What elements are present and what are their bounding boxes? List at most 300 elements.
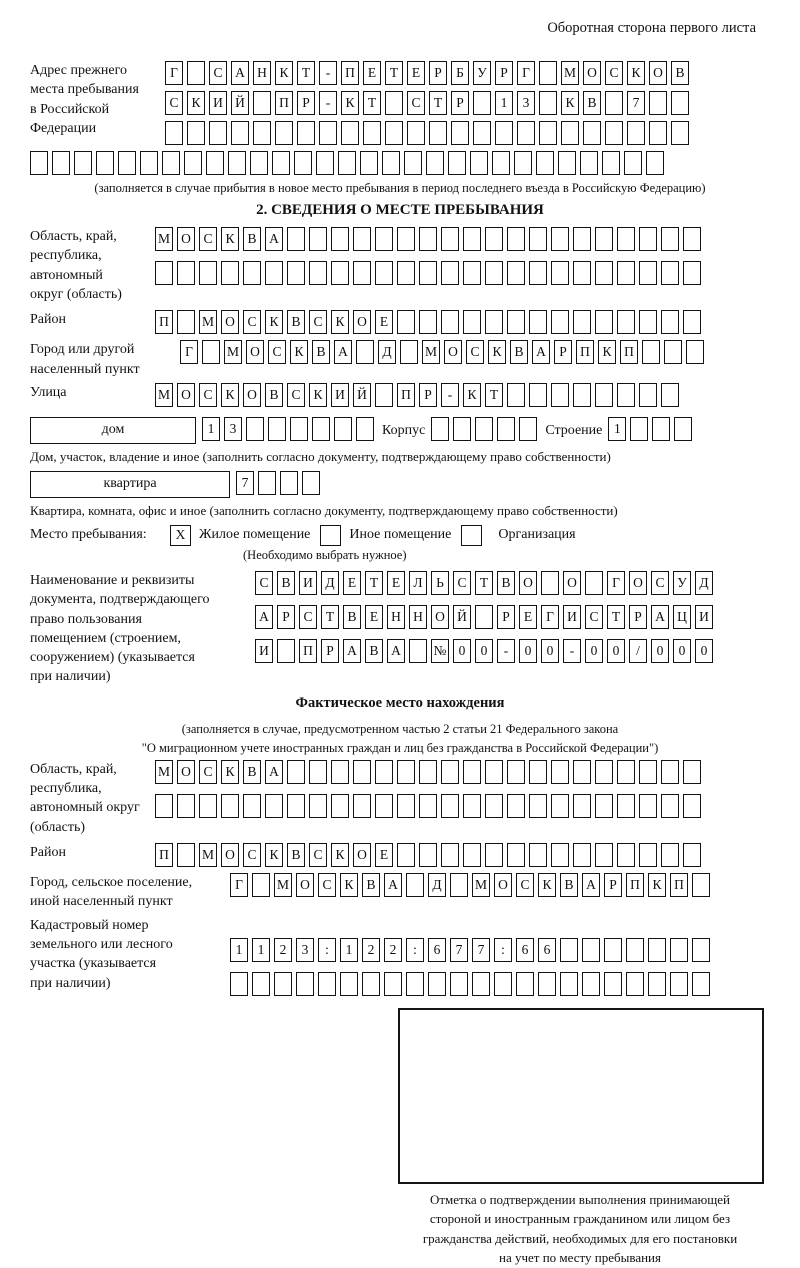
char-cell[interactable] bbox=[309, 227, 327, 251]
char-cell[interactable]: Й bbox=[453, 605, 471, 629]
char-cell[interactable] bbox=[514, 151, 532, 175]
char-cell[interactable] bbox=[385, 91, 403, 115]
char-cell[interactable] bbox=[272, 151, 290, 175]
char-cell[interactable]: Т bbox=[321, 605, 339, 629]
char-cell[interactable] bbox=[507, 383, 525, 407]
char-cell[interactable]: : bbox=[318, 938, 336, 962]
char-cell[interactable] bbox=[595, 760, 613, 784]
char-cell[interactable] bbox=[604, 972, 622, 996]
char-cell[interactable] bbox=[661, 383, 679, 407]
char-cell[interactable] bbox=[246, 417, 264, 441]
char-cell[interactable] bbox=[671, 91, 689, 115]
char-cell[interactable]: 6 bbox=[428, 938, 446, 962]
char-cell[interactable]: С bbox=[199, 227, 217, 251]
char-cell[interactable] bbox=[507, 227, 525, 251]
char-cell[interactable] bbox=[639, 383, 657, 407]
char-cell[interactable]: М bbox=[472, 873, 490, 897]
char-cell[interactable] bbox=[582, 938, 600, 962]
char-cell[interactable] bbox=[583, 121, 601, 145]
char-cell[interactable]: А bbox=[334, 340, 352, 364]
char-cell[interactable] bbox=[539, 121, 557, 145]
char-cell[interactable]: 3 bbox=[296, 938, 314, 962]
char-cell[interactable] bbox=[683, 843, 701, 867]
char-cell[interactable] bbox=[671, 121, 689, 145]
char-cell[interactable] bbox=[639, 261, 657, 285]
char-cell[interactable]: К bbox=[341, 91, 359, 115]
char-cell[interactable] bbox=[252, 972, 270, 996]
char-cell[interactable]: С bbox=[199, 383, 217, 407]
char-cell[interactable]: А bbox=[387, 639, 405, 663]
char-cell[interactable]: К bbox=[488, 340, 506, 364]
char-cell[interactable] bbox=[652, 417, 670, 441]
char-cell[interactable] bbox=[353, 760, 371, 784]
char-cell[interactable]: О bbox=[494, 873, 512, 897]
char-cell[interactable]: С bbox=[255, 571, 273, 595]
stay-type-checkbox-residential[interactable]: X bbox=[170, 525, 191, 546]
char-cell[interactable] bbox=[297, 121, 315, 145]
char-cell[interactable] bbox=[353, 261, 371, 285]
char-cell[interactable] bbox=[639, 843, 657, 867]
char-cell[interactable]: К bbox=[265, 310, 283, 334]
char-cell[interactable] bbox=[485, 261, 503, 285]
char-cell[interactable] bbox=[140, 151, 158, 175]
char-cell[interactable] bbox=[529, 227, 547, 251]
char-cell[interactable]: С bbox=[268, 340, 286, 364]
char-cell[interactable] bbox=[683, 794, 701, 818]
char-cell[interactable] bbox=[318, 972, 336, 996]
char-cell[interactable] bbox=[573, 227, 591, 251]
char-cell[interactable]: 7 bbox=[236, 471, 254, 495]
char-cell[interactable] bbox=[649, 91, 667, 115]
char-cell[interactable] bbox=[539, 61, 557, 85]
char-cell[interactable]: К bbox=[463, 383, 481, 407]
char-cell[interactable] bbox=[74, 151, 92, 175]
char-cell[interactable] bbox=[539, 91, 557, 115]
char-cell[interactable] bbox=[409, 639, 427, 663]
char-cell[interactable] bbox=[686, 340, 704, 364]
char-cell[interactable] bbox=[538, 972, 556, 996]
char-cell[interactable] bbox=[473, 121, 491, 145]
char-cell[interactable]: : bbox=[494, 938, 512, 962]
char-cell[interactable]: 1 bbox=[495, 91, 513, 115]
char-cell[interactable] bbox=[177, 261, 195, 285]
char-cell[interactable] bbox=[375, 760, 393, 784]
char-cell[interactable]: 0 bbox=[475, 639, 493, 663]
char-cell[interactable]: Е bbox=[363, 61, 381, 85]
char-cell[interactable] bbox=[221, 794, 239, 818]
char-cell[interactable]: П bbox=[626, 873, 644, 897]
char-cell[interactable]: 3 bbox=[517, 91, 535, 115]
char-cell[interactable] bbox=[595, 227, 613, 251]
char-cell[interactable] bbox=[639, 794, 657, 818]
char-cell[interactable] bbox=[485, 227, 503, 251]
char-cell[interactable] bbox=[441, 310, 459, 334]
char-cell[interactable]: А bbox=[343, 639, 361, 663]
char-cell[interactable] bbox=[419, 227, 437, 251]
char-cell[interactable]: С bbox=[299, 605, 317, 629]
char-cell[interactable]: Р bbox=[554, 340, 572, 364]
char-cell[interactable]: С bbox=[605, 61, 623, 85]
char-cell[interactable] bbox=[450, 972, 468, 996]
char-cell[interactable]: В bbox=[671, 61, 689, 85]
char-cell[interactable]: Р bbox=[629, 605, 647, 629]
char-cell[interactable]: Й bbox=[231, 91, 249, 115]
char-cell[interactable]: Ц bbox=[673, 605, 691, 629]
char-cell[interactable] bbox=[341, 121, 359, 145]
char-cell[interactable] bbox=[604, 938, 622, 962]
char-cell[interactable] bbox=[309, 760, 327, 784]
char-cell[interactable] bbox=[674, 417, 692, 441]
char-cell[interactable] bbox=[573, 794, 591, 818]
char-cell[interactable]: К bbox=[290, 340, 308, 364]
char-cell[interactable] bbox=[230, 972, 248, 996]
char-cell[interactable]: А bbox=[231, 61, 249, 85]
char-cell[interactable] bbox=[573, 310, 591, 334]
char-cell[interactable] bbox=[561, 121, 579, 145]
char-cell[interactable]: О bbox=[296, 873, 314, 897]
char-cell[interactable]: Е bbox=[519, 605, 537, 629]
char-cell[interactable]: 0 bbox=[695, 639, 713, 663]
char-cell[interactable] bbox=[683, 310, 701, 334]
char-cell[interactable] bbox=[340, 972, 358, 996]
char-cell[interactable] bbox=[670, 972, 688, 996]
char-cell[interactable]: С bbox=[585, 605, 603, 629]
char-cell[interactable]: Е bbox=[375, 843, 393, 867]
char-cell[interactable]: 2 bbox=[274, 938, 292, 962]
char-cell[interactable]: Н bbox=[409, 605, 427, 629]
char-cell[interactable] bbox=[406, 972, 424, 996]
char-cell[interactable] bbox=[177, 843, 195, 867]
char-cell[interactable]: Е bbox=[343, 571, 361, 595]
char-cell[interactable] bbox=[661, 843, 679, 867]
char-cell[interactable] bbox=[258, 471, 276, 495]
char-cell[interactable]: Й bbox=[353, 383, 371, 407]
char-cell[interactable] bbox=[472, 972, 490, 996]
char-cell[interactable] bbox=[199, 794, 217, 818]
char-cell[interactable] bbox=[529, 794, 547, 818]
char-cell[interactable] bbox=[639, 227, 657, 251]
char-cell[interactable] bbox=[605, 121, 623, 145]
char-cell[interactable] bbox=[187, 121, 205, 145]
char-cell[interactable] bbox=[397, 794, 415, 818]
char-cell[interactable] bbox=[529, 310, 547, 334]
char-cell[interactable]: С bbox=[651, 571, 669, 595]
char-cell[interactable] bbox=[419, 261, 437, 285]
char-cell[interactable] bbox=[450, 873, 468, 897]
char-cell[interactable] bbox=[661, 227, 679, 251]
char-cell[interactable]: 1 bbox=[202, 417, 220, 441]
char-cell[interactable] bbox=[551, 310, 569, 334]
char-cell[interactable] bbox=[397, 760, 415, 784]
char-cell[interactable]: М bbox=[155, 760, 173, 784]
char-cell[interactable]: - bbox=[319, 61, 337, 85]
char-cell[interactable] bbox=[529, 383, 547, 407]
char-cell[interactable] bbox=[639, 310, 657, 334]
char-cell[interactable] bbox=[595, 310, 613, 334]
char-cell[interactable] bbox=[221, 261, 239, 285]
char-cell[interactable] bbox=[648, 938, 666, 962]
char-cell[interactable]: Е bbox=[407, 61, 425, 85]
char-cell[interactable]: О bbox=[177, 227, 195, 251]
char-cell[interactable] bbox=[507, 310, 525, 334]
char-cell[interactable]: О bbox=[246, 340, 264, 364]
char-cell[interactable] bbox=[52, 151, 70, 175]
char-cell[interactable]: Д bbox=[378, 340, 396, 364]
char-cell[interactable] bbox=[536, 151, 554, 175]
char-cell[interactable]: Р bbox=[419, 383, 437, 407]
char-cell[interactable]: К bbox=[221, 227, 239, 251]
char-cell[interactable]: 1 bbox=[230, 938, 248, 962]
char-cell[interactable] bbox=[617, 383, 635, 407]
char-cell[interactable]: О bbox=[221, 843, 239, 867]
char-cell[interactable] bbox=[250, 151, 268, 175]
char-cell[interactable]: В bbox=[287, 310, 305, 334]
char-cell[interactable]: С bbox=[243, 310, 261, 334]
char-cell[interactable] bbox=[331, 794, 349, 818]
stay-type-checkbox-organization[interactable] bbox=[461, 525, 482, 546]
char-cell[interactable] bbox=[428, 972, 446, 996]
char-cell[interactable]: Р bbox=[604, 873, 622, 897]
char-cell[interactable] bbox=[683, 261, 701, 285]
char-cell[interactable]: А bbox=[265, 760, 283, 784]
char-cell[interactable]: П bbox=[155, 310, 173, 334]
char-cell[interactable]: 1 bbox=[608, 417, 626, 441]
char-cell[interactable]: 7 bbox=[627, 91, 645, 115]
char-cell[interactable]: Р bbox=[297, 91, 315, 115]
char-cell[interactable] bbox=[448, 151, 466, 175]
char-cell[interactable] bbox=[661, 310, 679, 334]
char-cell[interactable] bbox=[624, 151, 642, 175]
char-cell[interactable]: Г bbox=[165, 61, 183, 85]
char-cell[interactable]: К bbox=[340, 873, 358, 897]
char-cell[interactable]: К bbox=[598, 340, 616, 364]
char-cell[interactable] bbox=[375, 383, 393, 407]
char-cell[interactable] bbox=[419, 310, 437, 334]
char-cell[interactable] bbox=[475, 605, 493, 629]
char-cell[interactable] bbox=[560, 938, 578, 962]
char-cell[interactable] bbox=[551, 261, 569, 285]
char-cell[interactable] bbox=[627, 121, 645, 145]
char-cell[interactable]: О bbox=[583, 61, 601, 85]
char-cell[interactable]: А bbox=[265, 227, 283, 251]
char-cell[interactable] bbox=[507, 760, 525, 784]
char-cell[interactable] bbox=[630, 417, 648, 441]
char-cell[interactable] bbox=[30, 151, 48, 175]
char-cell[interactable]: Т bbox=[385, 61, 403, 85]
char-cell[interactable] bbox=[177, 310, 195, 334]
char-cell[interactable] bbox=[362, 972, 380, 996]
char-cell[interactable] bbox=[243, 261, 261, 285]
char-cell[interactable]: Е bbox=[387, 571, 405, 595]
char-cell[interactable] bbox=[356, 417, 374, 441]
char-cell[interactable]: В bbox=[312, 340, 330, 364]
char-cell[interactable]: С bbox=[407, 91, 425, 115]
char-cell[interactable] bbox=[692, 938, 710, 962]
char-cell[interactable] bbox=[683, 760, 701, 784]
char-cell[interactable] bbox=[670, 938, 688, 962]
char-cell[interactable] bbox=[228, 151, 246, 175]
char-cell[interactable]: К bbox=[627, 61, 645, 85]
char-cell[interactable] bbox=[495, 121, 513, 145]
char-cell[interactable]: М bbox=[561, 61, 579, 85]
char-cell[interactable] bbox=[470, 151, 488, 175]
char-cell[interactable]: К bbox=[648, 873, 666, 897]
char-cell[interactable] bbox=[316, 151, 334, 175]
char-cell[interactable] bbox=[529, 261, 547, 285]
char-cell[interactable]: 0 bbox=[651, 639, 669, 663]
char-cell[interactable] bbox=[296, 972, 314, 996]
char-cell[interactable] bbox=[118, 151, 136, 175]
char-cell[interactable]: Д bbox=[428, 873, 446, 897]
char-cell[interactable]: И bbox=[299, 571, 317, 595]
char-cell[interactable] bbox=[661, 760, 679, 784]
char-cell[interactable] bbox=[475, 417, 493, 441]
char-cell[interactable] bbox=[406, 873, 424, 897]
char-cell[interactable]: А bbox=[384, 873, 402, 897]
char-cell[interactable]: Т bbox=[475, 571, 493, 595]
char-cell[interactable] bbox=[473, 91, 491, 115]
char-cell[interactable]: О bbox=[519, 571, 537, 595]
char-cell[interactable]: М bbox=[274, 873, 292, 897]
char-cell[interactable] bbox=[265, 261, 283, 285]
char-cell[interactable] bbox=[319, 121, 337, 145]
char-cell[interactable]: О bbox=[629, 571, 647, 595]
char-cell[interactable]: И bbox=[331, 383, 349, 407]
char-cell[interactable]: О bbox=[177, 383, 195, 407]
char-cell[interactable] bbox=[602, 151, 620, 175]
char-cell[interactable] bbox=[661, 261, 679, 285]
char-cell[interactable] bbox=[463, 794, 481, 818]
char-cell[interactable] bbox=[646, 151, 664, 175]
char-cell[interactable] bbox=[507, 794, 525, 818]
char-cell[interactable]: А bbox=[651, 605, 669, 629]
char-cell[interactable] bbox=[252, 873, 270, 897]
char-cell[interactable] bbox=[162, 151, 180, 175]
char-cell[interactable] bbox=[517, 121, 535, 145]
char-cell[interactable]: М bbox=[155, 227, 173, 251]
char-cell[interactable]: Т bbox=[365, 571, 383, 595]
char-cell[interactable] bbox=[642, 340, 660, 364]
char-cell[interactable] bbox=[331, 227, 349, 251]
char-cell[interactable] bbox=[551, 383, 569, 407]
char-cell[interactable] bbox=[375, 794, 393, 818]
char-cell[interactable]: С bbox=[309, 843, 327, 867]
char-cell[interactable] bbox=[375, 227, 393, 251]
char-cell[interactable]: Г bbox=[607, 571, 625, 595]
char-cell[interactable]: П bbox=[670, 873, 688, 897]
char-cell[interactable] bbox=[397, 227, 415, 251]
char-cell[interactable]: С bbox=[165, 91, 183, 115]
char-cell[interactable]: О bbox=[563, 571, 581, 595]
char-cell[interactable] bbox=[573, 261, 591, 285]
char-cell[interactable] bbox=[626, 938, 644, 962]
char-cell[interactable] bbox=[287, 760, 305, 784]
char-cell[interactable]: Т bbox=[485, 383, 503, 407]
char-cell[interactable] bbox=[202, 340, 220, 364]
char-cell[interactable]: 0 bbox=[607, 639, 625, 663]
char-cell[interactable]: Г bbox=[230, 873, 248, 897]
char-cell[interactable]: Р bbox=[277, 605, 295, 629]
char-cell[interactable]: 2 bbox=[384, 938, 402, 962]
char-cell[interactable] bbox=[331, 760, 349, 784]
char-cell[interactable] bbox=[541, 571, 559, 595]
char-cell[interactable] bbox=[274, 972, 292, 996]
char-cell[interactable]: - bbox=[563, 639, 581, 663]
char-cell[interactable] bbox=[683, 227, 701, 251]
char-cell[interactable]: В bbox=[583, 91, 601, 115]
char-cell[interactable] bbox=[441, 794, 459, 818]
char-cell[interactable]: 0 bbox=[673, 639, 691, 663]
char-cell[interactable] bbox=[551, 760, 569, 784]
char-cell[interactable]: И bbox=[563, 605, 581, 629]
char-cell[interactable] bbox=[617, 261, 635, 285]
char-cell[interactable]: : bbox=[406, 938, 424, 962]
char-cell[interactable] bbox=[626, 972, 644, 996]
char-cell[interactable] bbox=[573, 760, 591, 784]
char-cell[interactable]: В bbox=[497, 571, 515, 595]
char-cell[interactable]: А bbox=[532, 340, 550, 364]
char-cell[interactable]: Е bbox=[365, 605, 383, 629]
char-cell[interactable]: Ь bbox=[431, 571, 449, 595]
char-cell[interactable]: У bbox=[673, 571, 691, 595]
char-cell[interactable]: П bbox=[620, 340, 638, 364]
char-cell[interactable] bbox=[485, 760, 503, 784]
char-cell[interactable]: П bbox=[341, 61, 359, 85]
char-cell[interactable] bbox=[595, 261, 613, 285]
char-cell[interactable]: Л bbox=[409, 571, 427, 595]
char-cell[interactable]: / bbox=[629, 639, 647, 663]
char-cell[interactable]: К bbox=[538, 873, 556, 897]
char-cell[interactable]: М bbox=[199, 310, 217, 334]
char-cell[interactable] bbox=[494, 972, 512, 996]
char-cell[interactable] bbox=[595, 383, 613, 407]
char-cell[interactable] bbox=[560, 972, 578, 996]
char-cell[interactable]: У bbox=[473, 61, 491, 85]
char-cell[interactable]: Г bbox=[541, 605, 559, 629]
char-cell[interactable]: И bbox=[255, 639, 273, 663]
char-cell[interactable] bbox=[199, 261, 217, 285]
char-cell[interactable] bbox=[453, 417, 471, 441]
char-cell[interactable] bbox=[485, 843, 503, 867]
char-cell[interactable]: С bbox=[199, 760, 217, 784]
char-cell[interactable] bbox=[253, 121, 271, 145]
char-cell[interactable]: В bbox=[277, 571, 295, 595]
char-cell[interactable] bbox=[287, 227, 305, 251]
char-cell[interactable] bbox=[384, 972, 402, 996]
char-cell[interactable]: С bbox=[287, 383, 305, 407]
char-cell[interactable] bbox=[397, 261, 415, 285]
char-cell[interactable] bbox=[617, 760, 635, 784]
char-cell[interactable]: 0 bbox=[541, 639, 559, 663]
char-cell[interactable] bbox=[573, 843, 591, 867]
char-cell[interactable] bbox=[664, 340, 682, 364]
char-cell[interactable] bbox=[243, 794, 261, 818]
char-cell[interactable]: Д bbox=[695, 571, 713, 595]
char-cell[interactable] bbox=[429, 121, 447, 145]
char-cell[interactable]: А bbox=[582, 873, 600, 897]
char-cell[interactable] bbox=[290, 417, 308, 441]
char-cell[interactable] bbox=[580, 151, 598, 175]
char-cell[interactable] bbox=[485, 310, 503, 334]
char-cell[interactable] bbox=[551, 794, 569, 818]
char-cell[interactable] bbox=[441, 760, 459, 784]
char-cell[interactable]: В bbox=[365, 639, 383, 663]
char-cell[interactable]: А bbox=[255, 605, 273, 629]
char-cell[interactable]: С bbox=[318, 873, 336, 897]
char-cell[interactable]: С bbox=[243, 843, 261, 867]
char-cell[interactable] bbox=[253, 91, 271, 115]
char-cell[interactable] bbox=[617, 843, 635, 867]
